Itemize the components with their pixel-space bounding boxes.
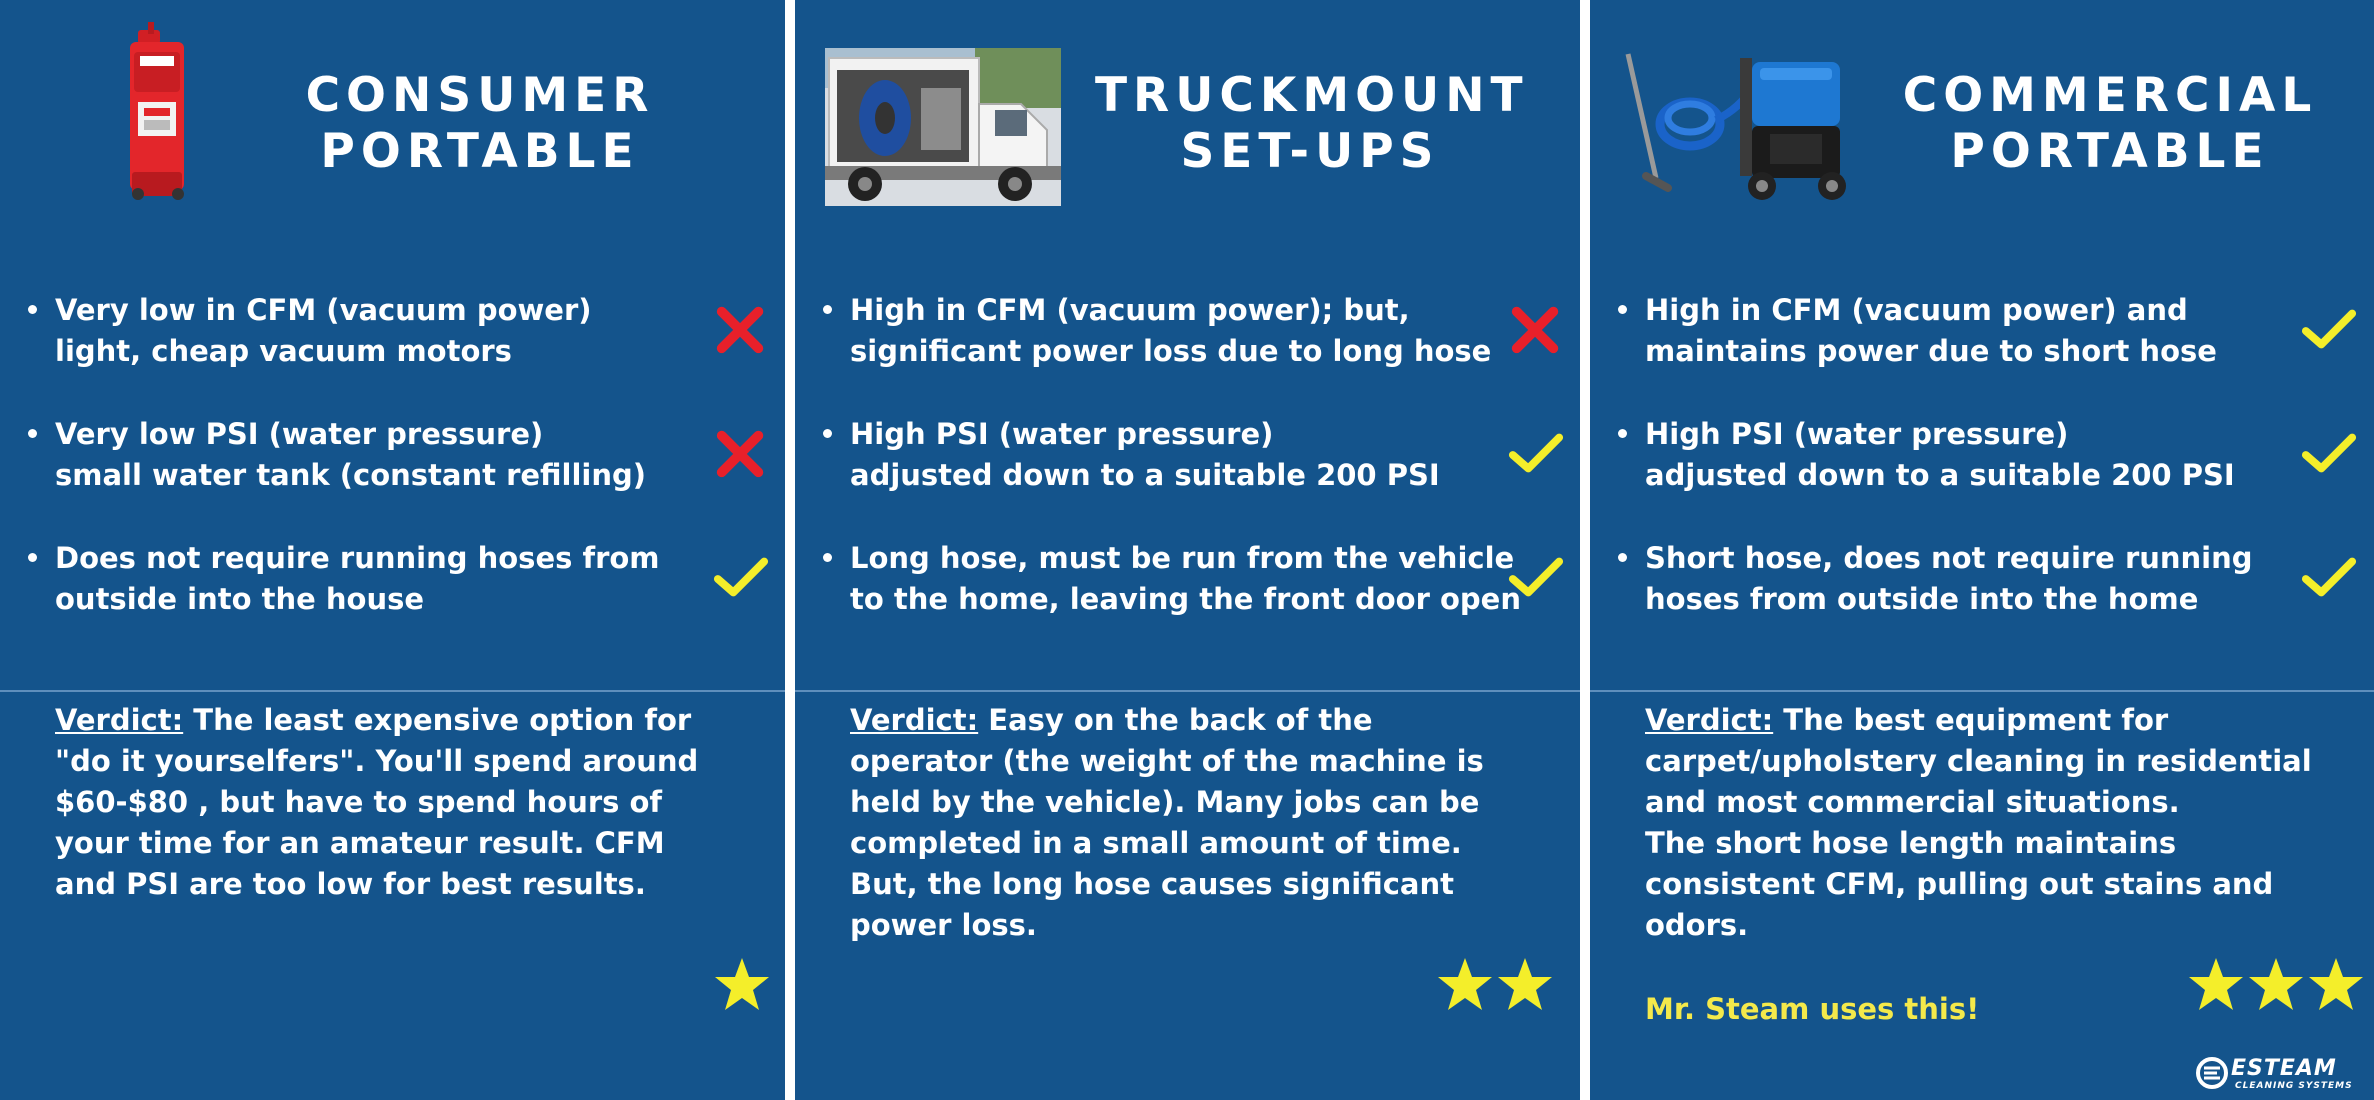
- section-divider: [0, 690, 785, 692]
- feature-text: High in CFM (vacuum power) and maintains power due to short hose: [1645, 293, 2217, 368]
- list-item: [0, 414, 785, 538]
- star-rating: [1435, 955, 1555, 1019]
- title-line-1: TRUCKMOUNT: [1095, 68, 1529, 123]
- verdict-text: [1645, 700, 2345, 946]
- cross-icon: [712, 424, 770, 482]
- bullet-dot: [823, 429, 832, 438]
- verdict-body: The least expensive option for "do it yourselfers". You'll spend around $60-$80 , but have to spend hours of your time for an amateur result. CFM and PSI are too low for best results.: [55, 703, 699, 901]
- column-truckmount-setups: [795, 0, 1580, 1100]
- verdict-label: Verdict:: [850, 703, 979, 737]
- feature-text: Long hose, must be run from the vehicle to the home, leaving the front door open: [850, 541, 1521, 616]
- section-divider: [795, 690, 1580, 692]
- title-line-2: PORTABLE: [320, 124, 640, 179]
- check-icon: [2300, 424, 2358, 482]
- feature-text: High PSI (water pressure) adjusted down to a suitable 200 PSI: [850, 417, 1440, 492]
- column-title: [1880, 68, 2340, 180]
- bullet-dot: [823, 305, 832, 314]
- star-rating: [712, 955, 772, 1019]
- verdict-body: Easy on the back of the operator (the weight of the machine is held by the vehicle). Many jobs can be completed in a small amount of time. But, the long hose causes significant power loss.: [850, 703, 1484, 942]
- column-header: [795, 0, 1580, 260]
- check-icon: [2300, 300, 2358, 358]
- check-icon: [1507, 424, 1565, 482]
- list-item: [0, 538, 785, 662]
- feature-list: [1590, 290, 2374, 662]
- column-commercial-portable: [1590, 0, 2374, 1100]
- feature-text: Does not require running hoses from outside into the house: [55, 541, 660, 616]
- title-line-1: COMMERCIAL: [1902, 68, 2318, 123]
- verdict-label: Verdict:: [1645, 703, 1774, 737]
- bullet-dot: [28, 429, 37, 438]
- check-icon: [2300, 548, 2358, 606]
- cross-icon: [712, 300, 770, 358]
- check-icon: [712, 548, 770, 606]
- feature-text: High in CFM (vacuum power); but, significant power loss due to long hose: [850, 293, 1492, 368]
- check-icon: [1507, 548, 1565, 606]
- feature-text: High PSI (water pressure) adjusted down to a suitable 200 PSI: [1645, 417, 2235, 492]
- verdict-text: [55, 700, 755, 905]
- brand-tagline: CLEANING SYSTEMS: [2235, 1081, 2353, 1091]
- star-rating: [2186, 955, 2366, 1019]
- list-item: [0, 290, 785, 414]
- feature-list: [0, 290, 785, 662]
- list-item: [1590, 290, 2374, 414]
- column-header: [1590, 0, 2374, 260]
- star-icon: [2186, 955, 2246, 1015]
- verdict-label: Verdict:: [55, 703, 184, 737]
- column-header: [0, 0, 785, 260]
- consumer-carpet-cleaner-image: [120, 22, 200, 202]
- brand-name: ESTEAM: [2231, 1056, 2337, 1081]
- bullet-dot: [1618, 429, 1627, 438]
- list-item: [795, 414, 1580, 538]
- star-icon: [1495, 955, 1555, 1015]
- title-line-2: PORTABLE: [1950, 124, 2270, 179]
- feature-text: Very low in CFM (vacuum power) light, cheap vacuum motors: [55, 293, 592, 368]
- commercial-extractor-image: [1620, 48, 1860, 208]
- feature-text: Short hose, does not require running hoses from outside into the home: [1645, 541, 2253, 616]
- bullet-dot: [1618, 305, 1627, 314]
- bullet-dot: [28, 553, 37, 562]
- truck-mounted-unit-image: [825, 48, 1061, 206]
- star-icon: [2306, 955, 2366, 1015]
- feature-list: [795, 290, 1580, 662]
- title-line-2: SET-UPS: [1180, 124, 1440, 179]
- section-divider: [1590, 690, 2374, 692]
- feature-text: Very low PSI (water pressure) small water tank (constant refilling): [55, 417, 647, 492]
- verdict-body: The best equipment for carpet/upholstery cleaning in residential and most commercial situations. The short hose length maintains consistent CFM, pulling out stains and odors.: [1645, 703, 2312, 942]
- star-icon: [2246, 955, 2306, 1015]
- list-item: [795, 290, 1580, 414]
- brand-logo: [2195, 1054, 2365, 1094]
- title-line-1: CONSUMER: [305, 68, 655, 123]
- list-item: [1590, 538, 2374, 662]
- bullet-dot: [28, 305, 37, 314]
- recommendation-text: Mr. Steam uses this!: [1645, 992, 1980, 1026]
- column-title: [270, 68, 690, 180]
- esteam-logo-icon: [2195, 1056, 2229, 1090]
- list-item: [1590, 414, 2374, 538]
- star-icon: [712, 955, 772, 1015]
- list-item: [795, 538, 1580, 662]
- verdict-text: [850, 700, 1550, 946]
- bullet-dot: [823, 553, 832, 562]
- bullet-dot: [1618, 553, 1627, 562]
- column-consumer-portable: [0, 0, 785, 1100]
- cross-icon: [1507, 300, 1565, 358]
- star-icon: [1435, 955, 1495, 1015]
- column-title: [1095, 68, 1529, 180]
